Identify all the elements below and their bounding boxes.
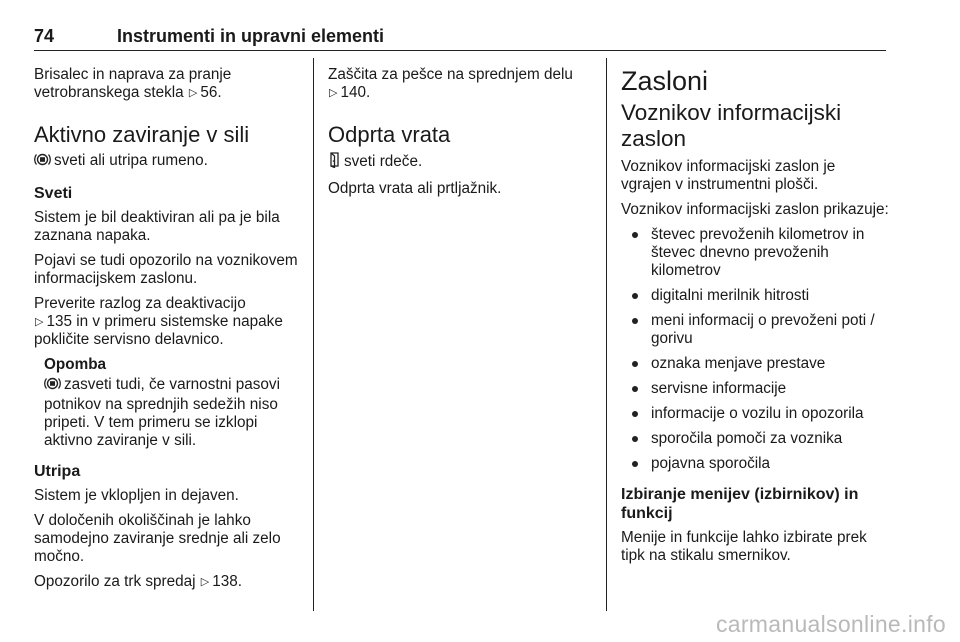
- paragraph: Pojavi se tudi opozorilo na voznikovem informacijskem zaslonu.: [34, 252, 298, 287]
- emergency-brake-icon: [34, 152, 51, 172]
- list-item: števec prevoženih kilometrov in števec dnevno prevoženih kilometrov: [621, 226, 889, 280]
- paragraph: sveti rdeče.: [328, 152, 596, 173]
- door-open-icon: [328, 152, 341, 173]
- column-divider: [313, 58, 314, 611]
- page-reference[interactable]: 138.: [212, 573, 243, 590]
- arrow-reference-icon: ▷: [329, 87, 338, 99]
- column-2: [328, 66, 596, 205]
- arrow-reference-icon: ▷: [200, 576, 210, 588]
- bullet-icon: [632, 461, 638, 467]
- paragraph: Menije in funkcije lahko izbirate prek tipk na stikalu smernikov.: [621, 529, 867, 564]
- bullet-icon: [632, 386, 638, 392]
- column-1: [34, 66, 306, 598]
- subheading: Izbiranje menijev (izbirnikov) in funkcij: [621, 486, 859, 522]
- list-item: informacije o vozilu in opozorila: [621, 405, 889, 423]
- page-reference[interactable]: 56.: [200, 84, 222, 101]
- paragraph: V določenih okoliščinah je lahko samodejno zaviranje srednje ali zelo močno.: [34, 512, 281, 565]
- list-item: oznaka menjave prestave: [621, 355, 889, 373]
- list-item: pojavna sporočila: [621, 455, 889, 473]
- paragraph: Voznikov informacijski zaslon prikazuje:: [621, 201, 889, 218]
- list-item: sporočila pomoči za voznika: [621, 430, 889, 448]
- section-heading: Aktivno zaviranje v sili: [34, 122, 250, 147]
- paragraph: Preverite razlog za deaktivacijo ▷ 135 in v primeru sistemske napake pokličite servisno delavnico.: [34, 295, 283, 348]
- paragraph: Opozorilo za trk spredaj ▷ 138.: [34, 573, 243, 590]
- watermark: carmanualsonline.info: [715, 611, 946, 637]
- section-heading: Odprta vrata: [328, 122, 451, 147]
- page-header: [34, 24, 886, 51]
- paragraph: Zaščita za pešce na sprednjem delu ▷ 140.: [328, 66, 573, 101]
- column-divider: [606, 58, 607, 611]
- paragraph: sveti ali utripa rumeno.: [34, 152, 306, 172]
- paragraph: zasveti tudi, če varnostni pasovi potnikov na sprednjih sedežih niso pripeti. V tem primeru se izklopi aktivno zaviranje v sili.: [44, 376, 280, 449]
- paragraph: Odprta vrata ali prtljažnik.: [328, 180, 502, 197]
- paragraph: Brisalec in naprava za pranje vetrobranskega stekla ▷ 56.: [34, 66, 232, 101]
- arrow-reference-icon: ▷: [188, 87, 198, 99]
- page-reference[interactable]: 140.: [340, 84, 371, 101]
- bullet-icon: [632, 318, 638, 324]
- arrow-reference-icon: ▷: [35, 316, 44, 328]
- paragraph: Sistem je bil deaktiviran ali pa je bila zaznana napaka.: [34, 209, 280, 244]
- bullet-icon: [632, 293, 638, 299]
- emergency-brake-icon: [44, 376, 61, 396]
- column-3: [621, 66, 889, 572]
- bullet-icon: [632, 232, 638, 238]
- page-number: 74: [34, 26, 55, 46]
- list-item: digitalni merilnik hitrosti: [621, 287, 889, 305]
- subheading: Utripa: [34, 463, 81, 480]
- subheading: Sveti: [34, 185, 73, 202]
- bullet-list: [621, 226, 889, 473]
- list-item: meni informacij o prevoženi poti / gorivu: [621, 312, 889, 348]
- list-item: servisne informacije: [621, 380, 889, 398]
- page-reference[interactable]: 135 in v primeru sistemske napake pokličite servisno delavnico.: [34, 313, 283, 348]
- paragraph: Sistem je vklopljen in dejaven.: [34, 487, 239, 504]
- bullet-icon: [632, 411, 638, 417]
- note-box: [34, 356, 306, 450]
- chapter-heading: Zasloni: [621, 66, 709, 96]
- page-title: Instrumenti in upravni elementi: [117, 26, 385, 46]
- section-heading: Voznikov informacijski zaslon: [621, 100, 842, 151]
- paragraph: Voznikov informacijski zaslon je vgrajen v instrumentni plošči.: [621, 158, 836, 193]
- bullet-icon: [632, 361, 638, 367]
- note-title: Opomba: [44, 356, 107, 373]
- bullet-icon: [632, 436, 638, 442]
